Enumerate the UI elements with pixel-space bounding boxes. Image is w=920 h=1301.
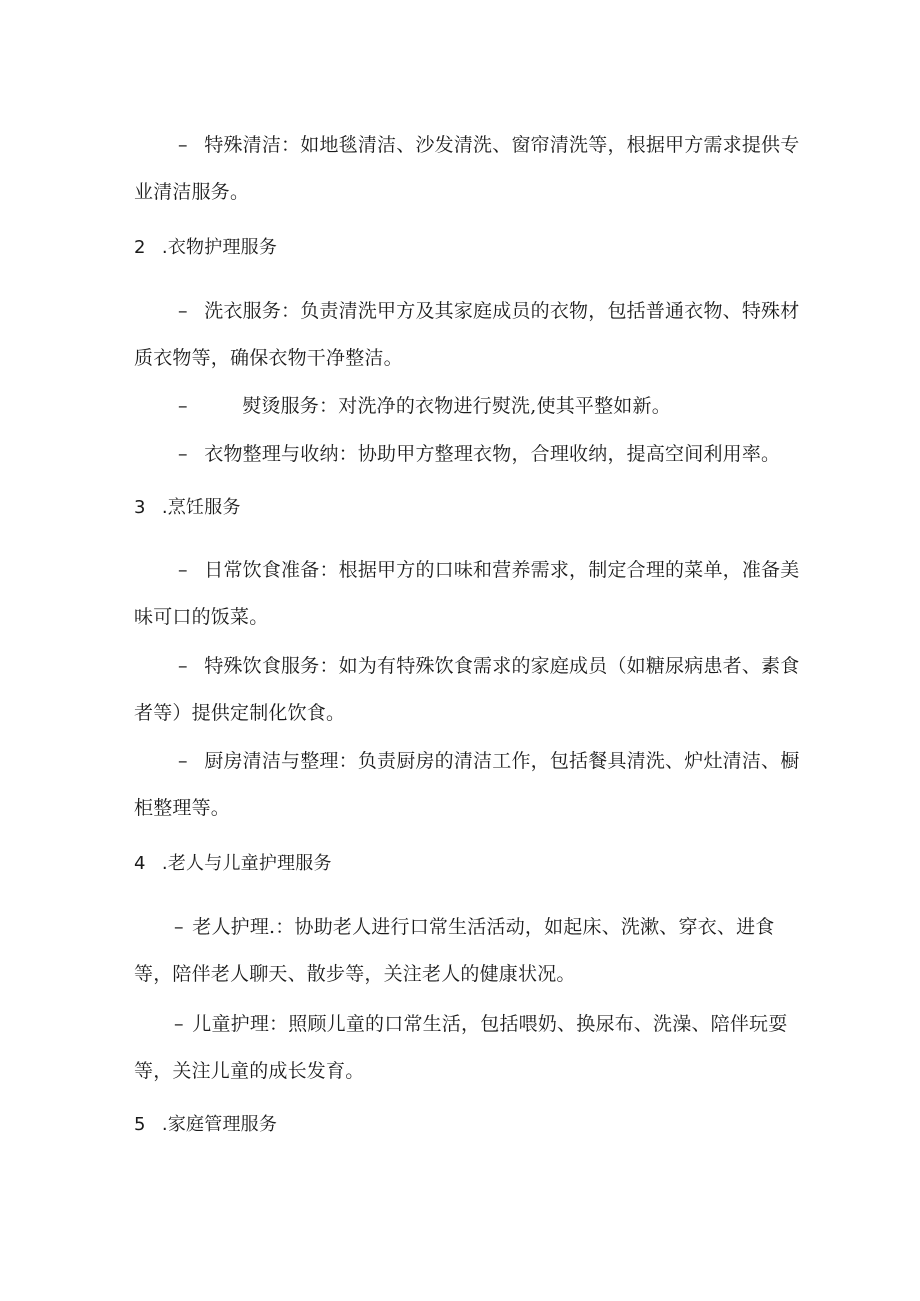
section-title: .家庭管理服务	[161, 1114, 278, 1135]
line-4	[178, 299, 799, 323]
bullet-dash: –	[178, 443, 188, 465]
item-continuation: 味可口的饭菜。	[134, 606, 269, 628]
item-continuation: 等，陪伴老人聊天、散步等，关注老人的健康状况。	[134, 963, 576, 985]
line-1	[178, 133, 799, 157]
bullet-dash: –	[178, 655, 188, 677]
line-10	[134, 605, 268, 629]
item-text: 老人护理.：协助老人进行口常生活活动，如起床、洗漱、穿衣、进食	[192, 916, 775, 938]
item-text: 特殊清洁：如地毯清洁、沙发清洗、窗帘清洗等，根据甲方需求提供专	[204, 134, 800, 156]
section-heading-4	[134, 852, 332, 876]
section-heading-5	[134, 1113, 277, 1137]
item-continuation: 等，关注儿童的成长发育。	[134, 1060, 365, 1082]
section-heading-3	[134, 496, 241, 520]
bullet-dash: –	[178, 300, 188, 322]
line-7	[178, 442, 780, 466]
item-text: 洗衣服务：负责清洗甲方及其家庭成员的衣物，包括普通衣物、特殊材	[204, 300, 800, 322]
line-13	[178, 749, 799, 773]
item-text: 儿童护理：照顾儿童的口常生活，包括喂奶、换尿布、洗澡、陪伴玩耍	[192, 1013, 788, 1035]
section-number: 2	[134, 237, 146, 258]
line-18	[174, 1012, 787, 1036]
line-11	[178, 654, 799, 678]
line-6	[178, 394, 671, 418]
item-continuation: 业清洁服务。	[134, 181, 250, 203]
line-5	[134, 346, 403, 370]
item-text: 特殊饮食服务：如为有特殊饮食需求的家庭成员（如糖尿病患者、素食	[204, 655, 800, 677]
line-9	[178, 558, 799, 582]
section-heading-2	[134, 236, 277, 260]
line-12	[134, 701, 345, 725]
section-number: 5	[134, 1114, 146, 1135]
bullet-dash: –	[178, 559, 188, 581]
item-text: 厨房清洁与整理：负责厨房的清洁工作，包括餐具清洗、炉灶清洁、橱	[204, 750, 800, 772]
item-continuation: 者等）提供定制化饮食。	[134, 702, 346, 724]
section-title: .烹饪服务	[161, 497, 241, 518]
section-title: .老人与儿童护理服务	[161, 853, 332, 874]
bullet-dash: –	[178, 134, 188, 156]
line-17	[134, 962, 576, 986]
line-19	[134, 1059, 364, 1083]
section-title: .衣物护理服务	[161, 237, 278, 258]
item-text: 熨烫服务：对洗净的衣物进行熨洗,使其平整如新。	[242, 395, 671, 417]
bullet-dash: –	[174, 916, 184, 938]
item-continuation: 质衣物等，确保衣物干净整洁。	[134, 347, 403, 369]
line-14	[134, 796, 230, 820]
line-16	[174, 915, 775, 939]
item-text: 日常饮食准备：根据甲方的口味和营养需求，制定合理的菜单，准备美	[204, 559, 800, 581]
section-number: 4	[134, 853, 146, 874]
bullet-dash: –	[178, 750, 188, 772]
item-text: 衣物整理与收纳：协助甲方整理衣物，合理收纳，提高空间利用率。	[204, 443, 781, 465]
bullet-dash: –	[178, 395, 188, 417]
section-number: 3	[134, 497, 146, 518]
line-2	[134, 180, 249, 204]
bullet-dash: –	[174, 1013, 184, 1035]
item-continuation: 柜整理等。	[134, 797, 231, 819]
